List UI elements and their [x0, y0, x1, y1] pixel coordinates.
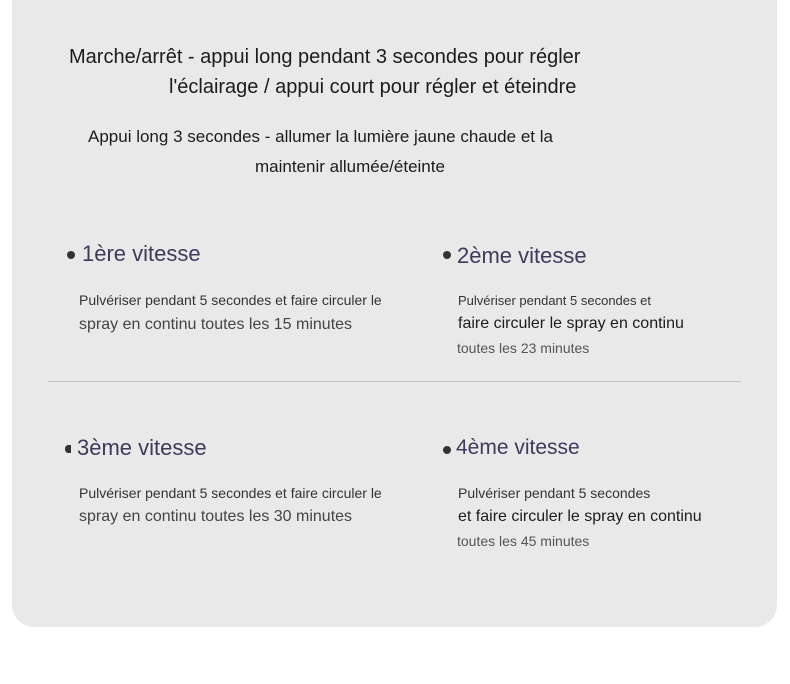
speed-4-desc-line-2: et faire circuler le spray en continu: [458, 508, 702, 525]
divider: [48, 381, 741, 382]
speed-1-desc-line-2: spray en continu toutes les 15 minutes: [79, 316, 353, 333]
speed-4-desc-line-1: Pulvériser pendant 5 secondes: [458, 485, 651, 501]
speed-3-desc-line-1: Pulvériser pendant 5 secondes et faire circuler le: [79, 485, 382, 501]
power-instruction-line-2: l'éclairage / appui court pour régler et éteindre: [169, 76, 577, 98]
power-instruction-line-1: Marche/arrêt - appui long pendant 3 secondes pour régler: [69, 46, 581, 68]
bullet-icon: [443, 251, 451, 259]
light-instruction-line-1: Appui long 3 secondes - allumer la lumière jaune chaude et la: [88, 127, 553, 146]
speed-2-desc-line-2: faire circuler le spray en continu: [458, 315, 684, 332]
light-instruction-line-2: maintenir allumée/éteinte: [255, 157, 445, 176]
speed-1-desc-line-1: Pulvériser pendant 5 secondes et faire circuler le: [79, 292, 382, 308]
bullet-icon: [67, 251, 75, 259]
speed-4-title: 4ème vitesse: [456, 436, 580, 459]
speed-1-title: 1ère vitesse: [82, 241, 201, 266]
speed-4-desc-line-3: toutes les 45 minutes: [457, 533, 590, 549]
speed-3-title: 3ème vitesse: [77, 435, 207, 460]
speed-2-desc-line-3: toutes les 23 minutes: [457, 340, 590, 356]
bullet-icon: [65, 445, 71, 453]
speed-2-desc-line-1: Pulvériser pendant 5 secondes et: [458, 293, 651, 308]
bullet-icon: [443, 446, 451, 454]
speed-2-title: 2ème vitesse: [457, 243, 587, 268]
speed-3-desc-line-2: spray en continu toutes les 30 minutes: [79, 508, 353, 525]
